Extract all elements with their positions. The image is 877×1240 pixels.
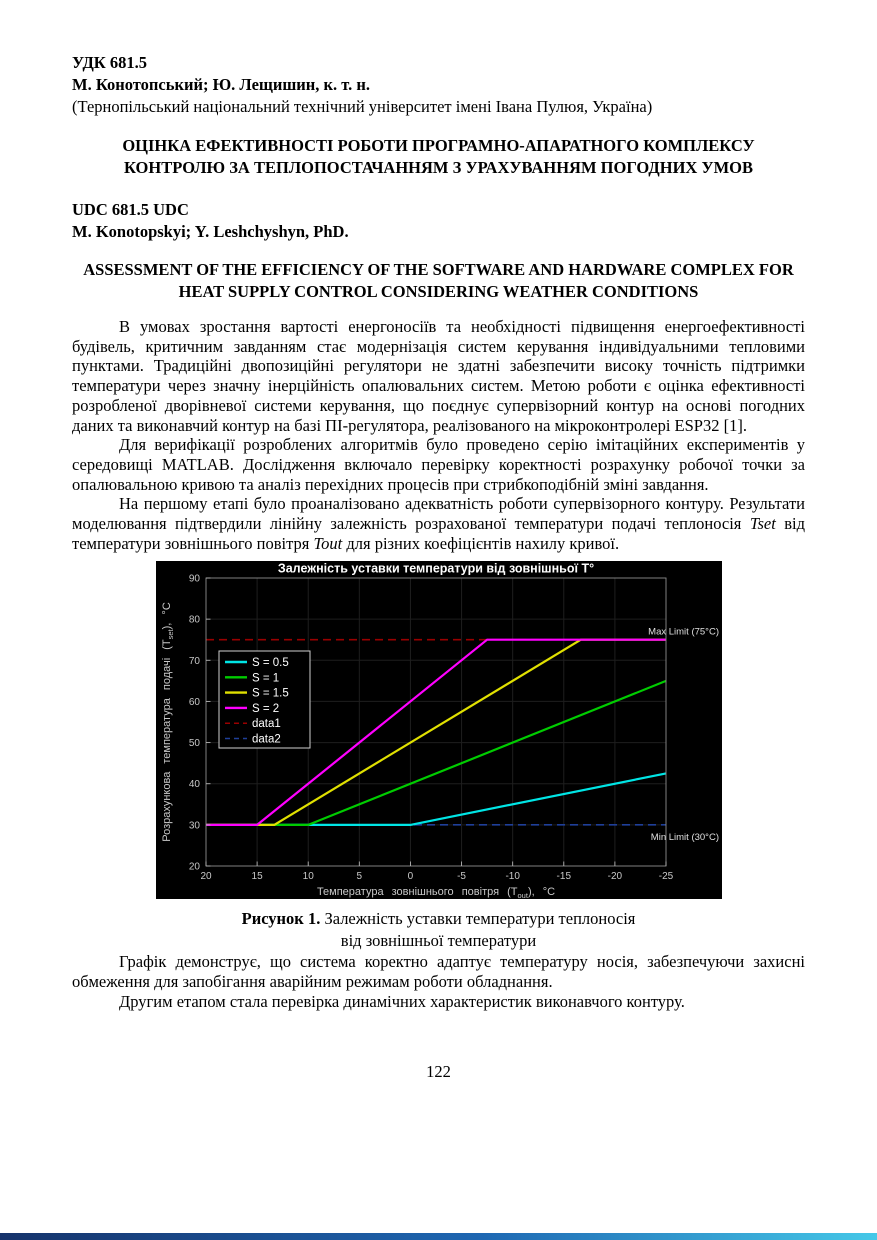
paragraph-stage-two: Другим етапом стала перевірка динамічних характеристик виконавчого контуру. [119, 991, 685, 1011]
svg-text:20: 20 [188, 861, 200, 873]
svg-text:80: 80 [188, 615, 200, 627]
paragraph-verification: Для верифікації розроблених алгоритмів було проведено серію імітаційних експериментів у середовищі MATLAB. Дослідження включало перевірку коректності розрахунку робочої точки за опалювальною кривою та аналіз перехідних процесів при стрибкоподібній зміні завдання. [72, 435, 805, 494]
paragraph-intro: В умовах зростання вартості енергоносіїв та необхідності підвищення енергоефективності будівель, критичним завданням стає модернізація систем керування індивідуальними тепловими пунктами. Традиційні двопозиційні регулятори не здатні забезпечити високу точність підтримки температури через значну інерційність опалювальних систем. Метою роботи є оцінка ефективності розробленої дворівневої системи керування, що поєднує супервізорний контур на основі погодних даних та виконавчий контур на базі ПІ-регулятора, реалізованого на мікроконтролері ESP32 [1]. [72, 317, 805, 435]
paragraph-stage-one-text: На першому етапі було проаналізовано адекватність роботи супервізорного контуру. Результати моделювання підтвердили лінійну залежність розрахованої температури подачі теплоносія [72, 494, 805, 534]
paragraph-stage-one-end: для різних коефіцієнтів нахилу кривої. [342, 533, 620, 553]
footer-gradient-bar [0, 1233, 877, 1240]
figure-1-caption-label: Рисунок 1. [241, 909, 321, 929]
svg-text:Min Limit (30°C): Min Limit (30°C) [650, 832, 719, 844]
chart-legend [219, 651, 310, 748]
svg-text:-10: -10 [504, 871, 520, 883]
figure-1-chart-svg [156, 561, 722, 899]
svg-text:60: 60 [188, 697, 200, 709]
svg-text:S = 2: S = 2 [251, 703, 279, 716]
svg-text:-25: -25 [658, 871, 673, 883]
page-number: 122 [426, 1061, 451, 1081]
tout-symbol: Tout [313, 533, 343, 553]
svg-text:-15: -15 [556, 871, 571, 883]
chart-y-axis-label: Розрахункова температура подачі $(T_{set})$, °C [160, 602, 175, 843]
paragraph-graph-discussion: Графік демонструє, що система коректно адаптує температуру носія, забезпечуючи захисні обмеження для запобігання аварійним режимам роботи обладнання. [72, 952, 805, 992]
svg-text:S = 1: S = 1 [251, 672, 279, 685]
svg-text:90: 90 [188, 573, 200, 585]
svg-text:70: 70 [188, 656, 200, 668]
svg-text:50: 50 [188, 738, 200, 750]
svg-text:40: 40 [188, 779, 200, 791]
chart-x-axis-label: Температура зовнішнього повітря $(T_{out})$, °C [316, 886, 555, 900]
svg-text:S = 0.5: S = 0.5 [251, 657, 289, 670]
chart-title: Залежність уставки температури від зовнішньої T° [277, 561, 594, 576]
paragraph-stage-one-mid: від температури зовнішнього повітря [72, 514, 805, 553]
svg-text:-5: -5 [456, 871, 466, 883]
figure-1-caption-text: Залежність уставки температури теплоносія [320, 909, 636, 929]
affiliation-ua: (Тернопільський національний технічний університет імені Івана Пулюя, Україна) [72, 97, 653, 116]
svg-text:10: 10 [302, 871, 314, 883]
authors-en: M. Konotopskyi; Y. Leshchyshyn, PhD. [72, 222, 349, 241]
svg-text:S = 1.5: S = 1.5 [251, 688, 289, 701]
svg-text:Max Limit (75°C): Max Limit (75°C) [647, 627, 719, 639]
svg-text:30: 30 [188, 820, 200, 832]
figure-1-chart [156, 561, 722, 899]
paper-title-en: ASSESSMENT OF THE EFFICIENCY OF THE SOFTWARE AND HARDWARE COMPLEX FOR HEAT SUPPLY CONTROL CONSIDERING WEATHER CONDITIONS [83, 260, 794, 301]
svg-text:0: 0 [407, 871, 413, 883]
authors-ua: М. Конотопський; Ю. Лещишин, к. т. н. [72, 75, 371, 94]
figure-1-caption [72, 908, 805, 952]
svg-text:20: 20 [199, 871, 212, 883]
udc-number-en: UDC 681.5 UDC [72, 200, 189, 219]
svg-text:15: 15 [251, 871, 263, 883]
svg-text:5: 5 [356, 871, 362, 883]
paragraph-stage-one [72, 494, 805, 553]
tset-symbol: Tset [749, 514, 776, 534]
figure-1-caption-line2: від зовнішньої температури [340, 931, 537, 951]
udc-number-ua: УДК 681.5 [72, 53, 148, 72]
figure-1-caption-line1 [72, 908, 805, 930]
svg-text:data1: data1 [251, 718, 281, 731]
svg-text:-20: -20 [607, 871, 622, 883]
paper-title-ua: ОЦІНКА ЕФЕКТИВНОСТІ РОБОТИ ПРОГРАМНО-АПАРАТНОГО КОМПЛЕКСУ КОНТРОЛЮ ЗА ТЕПЛОПОСТАЧАННЯМ З УРАХУВАННЯМ ПОГОДНИХ УМОВ [122, 136, 755, 177]
svg-text:data2: data2 [251, 733, 281, 746]
